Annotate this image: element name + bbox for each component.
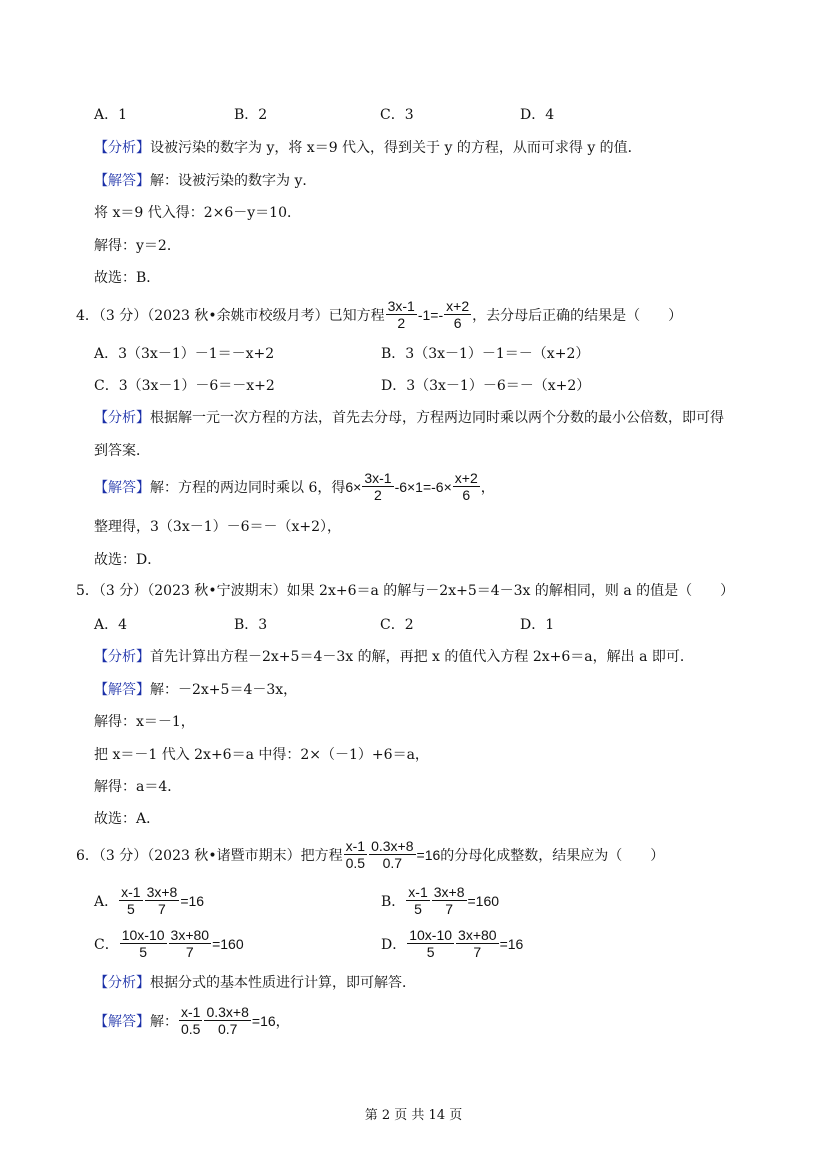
q3-option-a: A．1 bbox=[94, 107, 128, 123]
q5-solution: 【解答】解：－2x+5＝4－3x， bbox=[94, 682, 298, 698]
fraction: $\frac{3x+8}{7}$ bbox=[433, 884, 465, 917]
q5-option-d: D．1 bbox=[520, 617, 555, 633]
fraction: $\frac{x-1}{0.5}$ bbox=[181, 1004, 201, 1037]
q6-option-b: B． $\frac{x-1}{5}$ $\frac{3x+8}{7}$ =160 bbox=[381, 884, 500, 917]
analysis-tag: 【分析】 bbox=[94, 649, 150, 665]
analysis-tag: 【分析】 bbox=[94, 975, 150, 991]
page-footer: 第 2 页 共 14 页 bbox=[364, 1108, 463, 1123]
q5-stem: 5．（3 分）（2023 秋•宁波期末）如果 2x+6＝a 的解与－2x+5＝4－3x 的解相同，则 a 的值是（ ） bbox=[76, 583, 735, 599]
q5-answer: 故选：A． bbox=[94, 811, 161, 827]
solution-tag: 【解答】 bbox=[94, 1013, 150, 1030]
q3-step-2: 解得：y＝2． bbox=[94, 238, 181, 254]
solution-tag: 【解答】 bbox=[94, 479, 150, 496]
fraction: $\frac{x+2}{6}$ bbox=[454, 470, 478, 503]
q6-stem: 6．（3 分）（2023 秋•诸暨市期末）把方程 $\frac{x-1}{0.5}$ $\frac{0.3x+8}{0.7}$ =16 的分母化成整数，结果应为（ ） bbox=[76, 838, 665, 871]
q5-option-c: C．2 bbox=[380, 617, 414, 633]
q4-analysis: 【分析】根据解一元一次方程的方法，首先去分母，方程两边同时乘以两个分数的最小公倍数，即可得 bbox=[94, 410, 724, 426]
fraction: $\frac{10x-10}{5}$ bbox=[121, 927, 165, 960]
q6-option-d: D． $\frac{10x-10}{5}$ $\frac{3x+80}{7}$ =16 bbox=[381, 927, 524, 960]
q6-option-c: C． $\frac{10x-10}{5}$ $\frac{3x+80}{7}$ =160 bbox=[94, 927, 244, 960]
q6-solution: 【解答】 解： $\frac{x-1}{0.5}$ $\frac{0.3x+8}{0.7}$ =16， bbox=[94, 1004, 290, 1037]
q4-answer: 故选：D． bbox=[94, 552, 162, 568]
q4-step-1: 整理得，3（3x－1）－6＝－（x+2）， bbox=[94, 519, 342, 535]
q3-step-1: 将 x＝9 代入得：2×6－y＝10． bbox=[94, 205, 301, 221]
q5-option-b: B．3 bbox=[234, 617, 268, 633]
fraction: $\frac{10x-10}{5}$ bbox=[409, 927, 453, 960]
fraction: $\frac{0.3x+8}{0.7}$ bbox=[206, 1004, 249, 1037]
fraction: $\frac{3x-1}{2}$ bbox=[387, 298, 415, 331]
q4-option-d: D．3（3x－1）－6＝－（x+2） bbox=[381, 378, 591, 394]
q4-option-a: A．3（3x－1）－1＝－x+2 bbox=[94, 346, 275, 362]
q6-option-a: A． $\frac{x-1}{5}$ $\frac{3x+8}{7}$ =16 bbox=[94, 884, 205, 917]
solution-tag: 【解答】 bbox=[94, 173, 150, 189]
q3-analysis: 【分析】设被污染的数字为 y，将 x＝9 代入，得到关于 y 的方程，从而可求得 y 的值． bbox=[94, 140, 642, 156]
fraction: $\frac{0.3x+8}{0.7}$ bbox=[371, 838, 414, 871]
fraction: $\frac{3x+8}{7}$ bbox=[146, 884, 178, 917]
fraction: $\frac{3x+80}{7}$ bbox=[458, 927, 497, 960]
fraction: $\frac{x+2}{6}$ bbox=[446, 298, 470, 331]
solution-tag: 【解答】 bbox=[94, 682, 150, 698]
fraction: $\frac{x-1}{0.5}$ bbox=[345, 838, 366, 871]
q4-stem: 4．（3 分）（2023 秋•余姚市校级月考）已知方程 $\frac{3x-1}{2}$ -1=- $\frac{x+2}{6}$ ，去分母后正确的结果是（ ） bbox=[76, 298, 683, 331]
fraction: $\frac{x-1}{5}$ bbox=[408, 884, 428, 917]
q5-option-a: A．4 bbox=[94, 617, 128, 633]
q4-option-b: B．3（3x－1）－1＝－（x+2） bbox=[381, 346, 590, 362]
q3-option-c: C．3 bbox=[380, 107, 414, 123]
q4-solution: 【解答】 解：方程的两边同时乘以 6，得 6× $\frac{3x-1}{2}$ -6×1=-6× $\frac{x+2}{6}$ ， bbox=[94, 470, 495, 503]
analysis-tag: 【分析】 bbox=[94, 140, 150, 156]
q3-solution: 【解答】解：设被污染的数字为 y． bbox=[94, 173, 317, 189]
analysis-tag: 【分析】 bbox=[94, 410, 150, 426]
q4-analysis-cont: 到答案． bbox=[94, 443, 150, 459]
q5-step-1: 解得：x＝－1， bbox=[94, 714, 195, 730]
q5-step-2: 把 x＝－1 代入 2x+6＝a 中得：2×（－1）+6＝a， bbox=[94, 747, 429, 763]
q5-step-3: 解得：a＝4． bbox=[94, 779, 182, 795]
q4-option-c: C．3（3x－1）－6＝－x+2 bbox=[94, 378, 275, 394]
fraction: $\frac{3x+80}{7}$ bbox=[170, 927, 210, 960]
q3-option-d: D．4 bbox=[520, 107, 555, 123]
fraction: $\frac{3x-1}{2}$ bbox=[364, 470, 392, 503]
q5-analysis: 【分析】首先计算出方程－2x+5＝4－3x 的解，再把 x 的值代入方程 2x+6＝a，解出 a 即可． bbox=[94, 649, 694, 665]
q3-option-b: B．2 bbox=[234, 107, 268, 123]
q6-analysis: 【分析】根据分式的基本性质进行计算，即可解答． bbox=[94, 975, 416, 991]
q3-answer: 故选：B． bbox=[94, 270, 161, 286]
fraction: $\frac{x-1}{5}$ bbox=[121, 884, 141, 917]
